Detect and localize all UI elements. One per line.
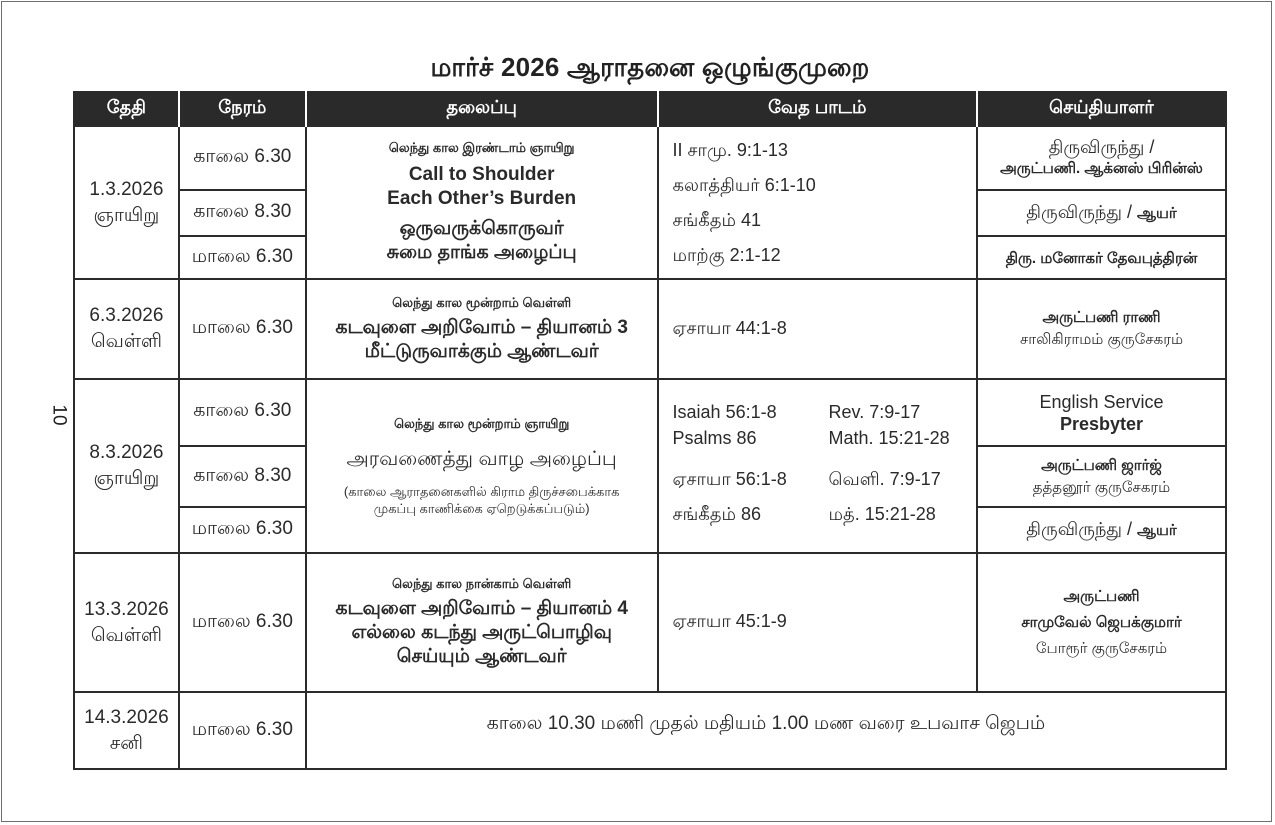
theme-tamil: செய்யும் ஆண்டவர் xyxy=(396,646,567,667)
theme-tamil: கடவுளை அறிவோம் – தியானம் 3 xyxy=(335,316,628,338)
speaker-line: திருவிருந்து / xyxy=(1048,137,1155,157)
time-cell: காலை 6.30 xyxy=(179,379,306,446)
speaker-name: திரு. மனோகர் தேவபுத்திரன் xyxy=(1005,249,1198,267)
theme-subtitle: லெந்து கால நான்காம் வெள்ளி xyxy=(392,576,572,591)
speaker-church: சாலிகிராமம் குருசேகரம் xyxy=(1019,331,1184,348)
speaker-church: போரூர் குருசேகரம் xyxy=(1035,639,1168,657)
speaker-cell xyxy=(977,553,1226,692)
speaker-name: அருட்பணி. ஆக்னஸ் பிரின்ஸ் xyxy=(1000,160,1203,177)
reading: சங்கீதம் 86 xyxy=(672,504,762,524)
date-cell xyxy=(74,553,179,692)
date: 14.3.2026 xyxy=(84,706,169,728)
date: 1.3.2026 xyxy=(89,178,164,200)
header-readings: வேத பாடம் xyxy=(658,91,977,126)
header-row xyxy=(74,91,1226,126)
header-theme: தலைப்பு xyxy=(306,91,658,126)
readings-cell xyxy=(658,379,977,553)
speaker-cell xyxy=(977,379,1226,446)
speaker-cell xyxy=(977,126,1226,190)
reading: மத். 15:21-28 xyxy=(828,504,936,524)
header-speaker: செய்தியாளர் xyxy=(977,91,1226,126)
table-row xyxy=(74,379,1226,446)
time-cell: மாலை 6.30 xyxy=(179,236,306,279)
speaker-cell xyxy=(977,279,1226,379)
page-number: 10 xyxy=(48,404,70,426)
reading: ஏசாயா 44:1-8 xyxy=(672,317,787,338)
reading: சங்கீதம் 41 xyxy=(672,209,762,230)
date-cell xyxy=(74,379,179,553)
theme-tamil: மீட்டுருவாக்கும் ஆண்டவர் xyxy=(364,340,599,362)
date: 8.3.2026 xyxy=(89,442,164,463)
speaker-line: English Service xyxy=(1039,391,1164,412)
table-row xyxy=(74,126,1226,190)
time-cell: காலை 8.30 xyxy=(179,446,306,507)
theme-note: (காலை ஆராதனைகளில் கிராம திருச்சபைக்காக xyxy=(343,483,620,499)
header-date: தேதி xyxy=(74,91,179,126)
reading: Math. 15:21-28 xyxy=(828,428,950,448)
page-title: மார்ச் 2026 ஆராதனை ஒழுங்குமுறை xyxy=(430,52,870,82)
time-cell: மாலை 6.30 xyxy=(179,553,306,692)
readings-cell xyxy=(658,126,977,279)
theme-english: Each Other’s Burden xyxy=(387,188,577,209)
speaker-line: திருவிருந்து / xyxy=(1026,518,1138,539)
reading: II சாமு. 9:1-13 xyxy=(672,139,788,160)
theme-english: Call to Shoulder xyxy=(408,164,555,185)
reading: வெளி. 7:9-17 xyxy=(828,469,941,489)
speaker-cell xyxy=(977,236,1226,279)
speaker-name: சாமுவேல் ஜெபக்குமார் xyxy=(1021,613,1182,631)
theme-tamil: அரவணைத்து வாழ அழைப்பு xyxy=(346,447,617,470)
day: வெள்ளி xyxy=(90,624,162,646)
date-cell xyxy=(74,279,179,379)
theme-cell xyxy=(306,553,658,692)
theme-subtitle: லெந்து கால மூன்றாம் வெள்ளி xyxy=(392,294,572,310)
speaker-title: அருட்பணி xyxy=(1063,587,1140,605)
reading: கலாத்தியர் 6:1-10 xyxy=(672,174,816,195)
speaker-name: அருட்பணி ராணி xyxy=(1042,309,1161,326)
speaker-name: ஆயர் xyxy=(1137,204,1177,222)
speaker-cell xyxy=(977,190,1226,236)
reading: Psalms 86 xyxy=(672,428,757,448)
theme-cell xyxy=(306,126,658,279)
speaker-cell xyxy=(977,446,1226,507)
readings-cell xyxy=(658,279,977,379)
theme-tamil: ஒருவருக்கொருவர் xyxy=(399,218,564,239)
date: 13.3.2026 xyxy=(84,598,169,620)
table-row xyxy=(74,692,1226,769)
readings-english xyxy=(673,400,976,450)
day: ஞாயிறு xyxy=(93,204,160,226)
readings-cell xyxy=(658,553,977,692)
day: வெள்ளி xyxy=(90,331,162,352)
time-cell: மாலை 6.30 xyxy=(179,692,306,769)
time-cell: மாலை 6.30 xyxy=(179,279,306,379)
table-row xyxy=(74,279,1226,379)
schedule-table xyxy=(73,91,1227,770)
speaker-name: அருட்பணி ஜார்ஜ் xyxy=(1041,456,1162,474)
reading: Rev. 7:9-17 xyxy=(828,402,921,422)
speaker-cell xyxy=(977,507,1226,553)
day: ஞாயிறு xyxy=(93,468,160,489)
speaker-line: திருவிருந்து / xyxy=(1026,201,1138,222)
theme-subtitle: லெந்து கால இரண்டாம் ஞாயிறு xyxy=(388,140,575,155)
readings-tamil xyxy=(673,462,976,532)
theme-note: முகப்பு காணிக்கை ஏறெடுக்கப்படும்) xyxy=(373,500,590,516)
theme-tamil: சுமை தாங்க அழைப்பு xyxy=(386,242,577,263)
day: சனி xyxy=(109,732,144,754)
time-cell: காலை 6.30 xyxy=(179,126,306,190)
reading: Isaiah 56:1-8 xyxy=(672,402,777,422)
theme-tamil: எல்லை கடந்து அருட்பொழிவு xyxy=(351,622,612,643)
time-cell: மாலை 6.30 xyxy=(179,507,306,553)
reading: ஏசாயா 56:1-8 xyxy=(672,469,787,489)
reading: மாற்கு 2:1-12 xyxy=(672,244,781,265)
reading: ஏசாயா 45:1-9 xyxy=(672,611,787,631)
date-cell xyxy=(74,126,179,279)
theme-cell xyxy=(306,279,658,379)
theme-tamil: கடவுளை அறிவோம் – தியானம் 4 xyxy=(335,598,628,619)
speaker-name: Presbyter xyxy=(1059,413,1144,434)
fasting-prayer-note: காலை 10.30 மணி முதல் மதியம் 1.00 மண வரை உபவாச ஜெபம் xyxy=(306,692,1226,769)
date: 6.3.2026 xyxy=(89,305,164,326)
theme-cell xyxy=(306,379,658,553)
date-cell xyxy=(74,692,179,769)
header-time: நேரம் xyxy=(179,91,306,126)
theme-subtitle: லெந்து கால மூன்றாம் ஞாயிறு xyxy=(393,415,570,431)
time-cell: காலை 8.30 xyxy=(179,190,306,236)
table-row xyxy=(74,553,1226,692)
speaker-name: ஆயர் xyxy=(1137,521,1177,539)
speaker-church: தத்தனூர் குருசேகரம் xyxy=(1032,478,1171,496)
